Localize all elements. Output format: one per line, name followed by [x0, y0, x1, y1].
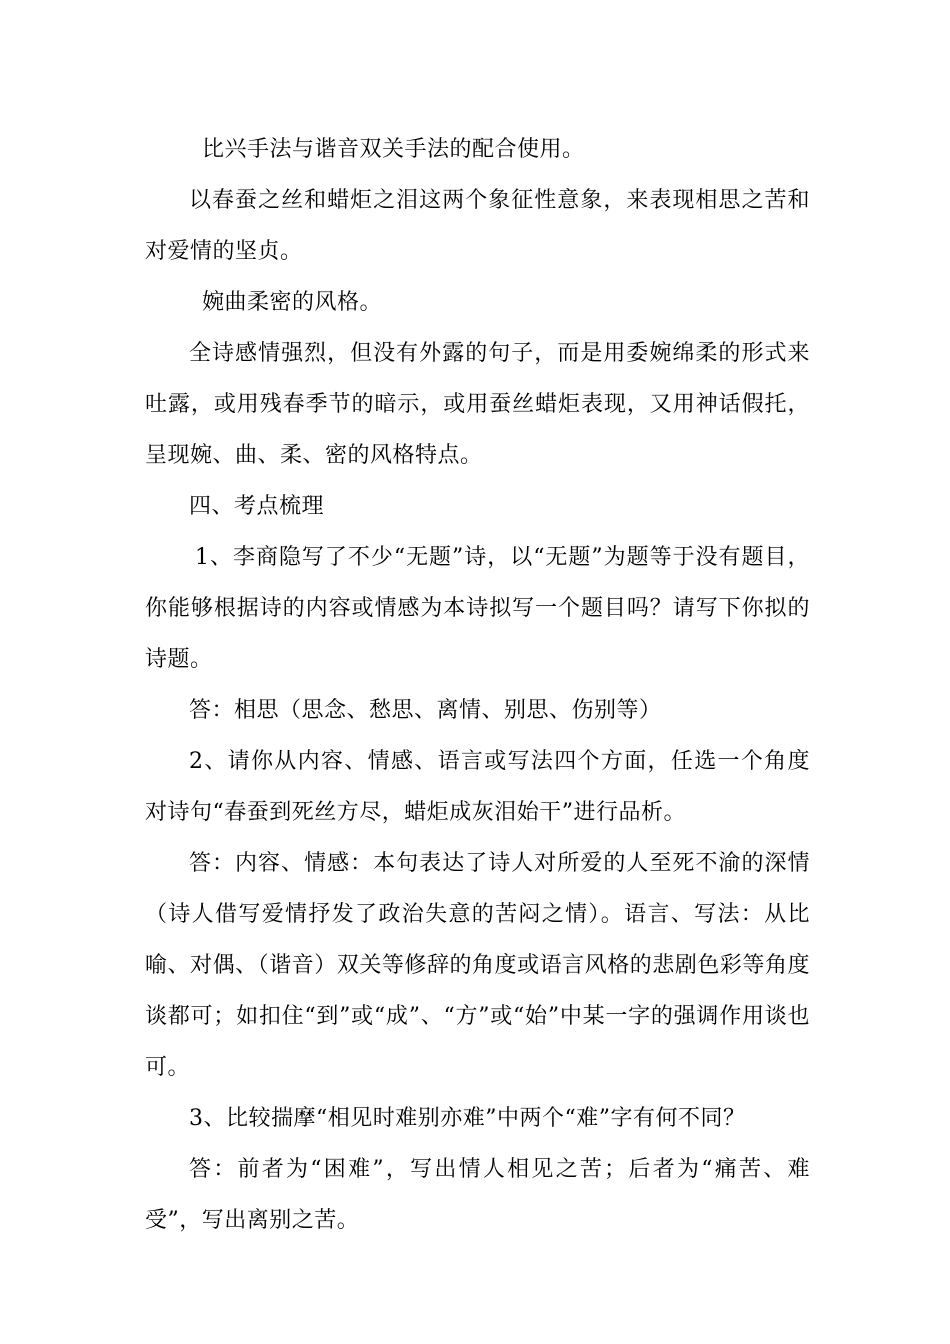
- paragraph-imagery: 以春蚕之丝和蜡炬之泪这两个象征性意象，来表现相思之苦和对爱情的坚贞。: [145, 188, 810, 264]
- question-2: 2、请你从内容、情感、语言或写法四个方面，任选一个角度对诗句“春蚕到死丝方尽，蜡炬成灰泪始干”进行品析。: [145, 749, 810, 825]
- section-heading-exam-points: 四、考点梳理: [189, 494, 325, 519]
- document-page: [145, 124, 810, 1246]
- paragraph-style-heading: 婉曲柔密的风格。: [202, 290, 383, 315]
- paragraph-style-detail: 全诗感情强烈，但没有外露的句子，而是用委婉绵柔的形式来吐露，或用残春季节的暗示，或用蚕丝蜡炬表现，又用神话假托，呈现婉、曲、柔、密的风格特点。: [145, 341, 810, 468]
- answer-3: 答：前者为“困难”，写出情人相见之苦；后者为“痛苦、难受”，写出离别之苦。: [145, 1157, 810, 1233]
- question-3: 3、比较揣摩“相见时难别亦难”中两个“难”字有何不同？: [189, 1106, 746, 1131]
- answer-1: 答：相思（思念、愁思、离情、别思、伤别等）: [189, 698, 662, 723]
- paragraph-technique: 比兴手法与谐音双关手法的配合使用。: [202, 137, 585, 162]
- answer-2: 答：内容、情感：本句表达了诗人对所爱的人至死不渝的深情（诗人借写爱情抒发了政治失意的苦闷之情）。语言、写法：从比喻、对偶、（谐音）双关等修辞的角度或语言风格的悲剧色彩等角度谈都可；如扣住“到”或“成”、“方”或“始”中某一字的强调作用谈也可。: [145, 851, 810, 1080]
- question-1: 1、李商隐写了不少“无题”诗，以“无题”为题等于没有题目，你能够根据诗的内容或情感为本诗拟写一个题目吗？请写下你拟的诗题。: [145, 545, 810, 672]
